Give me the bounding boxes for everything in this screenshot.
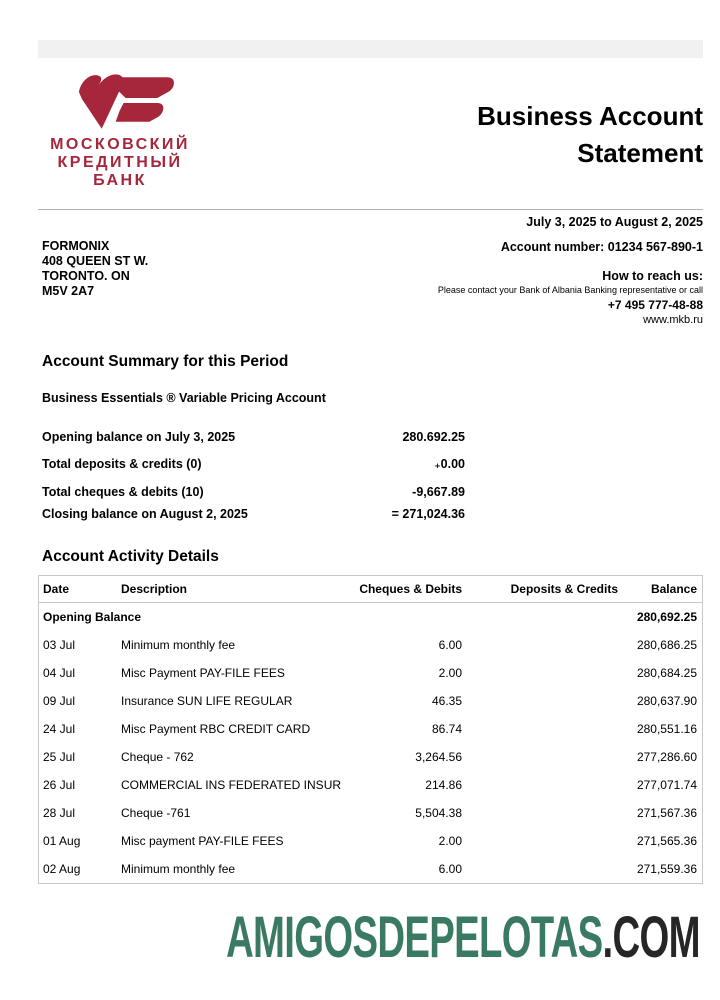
row-description: Minimum monthly fee — [121, 638, 236, 652]
summary-row — [42, 484, 465, 500]
customer-address-line3: M5V 2A7 — [42, 284, 95, 298]
summary-row — [42, 506, 465, 522]
document-title-line1: Business Account — [477, 101, 703, 131]
row-date: 03 Jul — [43, 638, 76, 652]
summary-row-label: Total cheques & debits (10) — [42, 485, 204, 499]
row-date: 02 Aug — [43, 862, 81, 876]
document-title — [477, 98, 703, 172]
column-header-description: Description — [121, 582, 188, 596]
summary-product: Business Essentials ® Variable Pricing Account — [42, 391, 326, 405]
bank-website: www.mkb.ru — [643, 314, 703, 326]
row-description: Misc Payment PAY-FILE FEES — [121, 666, 285, 680]
row-balance: 280,684.25 — [636, 666, 697, 680]
row-description: Misc payment PAY-FILE FEES — [121, 834, 284, 848]
table-row — [39, 743, 702, 771]
column-header-credits: Deposits & Credits — [510, 582, 618, 596]
row-debit: 86.74 — [431, 722, 462, 736]
row-date: 01 Aug — [43, 834, 81, 848]
activity-table-body — [39, 603, 702, 883]
table-row — [39, 799, 702, 827]
row-balance: 271,565.36 — [636, 834, 697, 848]
summary-row-label: Opening balance on July 3, 2025 — [42, 430, 236, 444]
table-row — [39, 631, 702, 659]
summary-row-label: Closing balance on August 2, 2025 — [42, 507, 248, 521]
row-debit: 3,264.56 — [415, 750, 462, 764]
customer-address-block — [42, 239, 148, 299]
bank-bird-icon — [72, 66, 186, 132]
customer-address-line1: 408 QUEEN ST W. — [42, 254, 149, 268]
table-row — [39, 771, 702, 799]
row-balance: 280,551.16 — [636, 722, 697, 736]
column-header-debits: Cheques & Debits — [359, 582, 462, 596]
summary-row-value: = 271,024.36 — [391, 507, 465, 521]
customer-address-line2: TORONTO. ON — [42, 269, 130, 283]
column-header-date: Date — [43, 582, 70, 596]
row-balance: 277,286.60 — [636, 750, 697, 764]
table-row — [39, 659, 702, 687]
document-title-line2: Statement — [577, 138, 703, 168]
activity-heading: Account Activity Details — [42, 548, 219, 565]
bank-name — [22, 136, 218, 190]
row-date: Opening Balance — [43, 610, 142, 624]
row-debit: 214.86 — [425, 778, 462, 792]
row-description: Insurance SUN LIFE REGULAR — [121, 694, 293, 708]
bank-logo — [72, 66, 186, 132]
row-date: 09 Jul — [43, 694, 76, 708]
row-description: Cheque - 762 — [121, 750, 194, 764]
summary-row-value: -9,667.89 — [412, 485, 465, 499]
row-debit: 5,504.38 — [415, 806, 462, 820]
row-debit: 6.00 — [438, 862, 462, 876]
bank-name-line3: БАНК — [93, 172, 147, 189]
row-debit: 2.00 — [438, 666, 462, 680]
reach-note: Please contact your Bank of Albania Banking representative or call — [437, 285, 703, 295]
statement-period: July 3, 2025 to August 2, 2025 — [526, 215, 703, 229]
row-balance: 280,637.90 — [636, 694, 697, 708]
row-description: COMMERCIAL INS FEDERATED INSUR — [121, 778, 342, 792]
row-date: 04 Jul — [43, 666, 76, 680]
summary-row — [42, 429, 465, 445]
column-header-balance: Balance — [650, 582, 697, 596]
row-balance: 280,686.25 — [636, 638, 697, 652]
top-gray-bar — [38, 40, 703, 58]
row-debit: 46.35 — [431, 694, 462, 708]
bank-phone: +7 495 777-48-88 — [607, 298, 703, 312]
row-balance: 271,567.36 — [636, 806, 697, 820]
row-balance: 277,071.74 — [636, 778, 697, 792]
row-debit: 2.00 — [438, 834, 462, 848]
row-date: 28 Jul — [43, 806, 76, 820]
watermark-main-text: AMIGOSDEPELOTAS — [226, 905, 603, 970]
summary-row-label: Total deposits & credits (0) — [42, 457, 202, 471]
header-divider — [38, 209, 703, 210]
summary-row — [42, 456, 465, 472]
activity-table-header — [39, 576, 702, 603]
row-description: Misc Payment RBC CREDIT CARD — [121, 722, 311, 736]
row-date: 25 Jul — [43, 750, 76, 764]
bank-name-line1: МОСКОВСКИЙ — [50, 136, 190, 153]
table-row — [39, 603, 702, 631]
table-row — [39, 687, 702, 715]
row-description: Minimum monthly fee — [121, 862, 236, 876]
table-row — [39, 715, 702, 743]
row-debit: 6.00 — [438, 638, 462, 652]
row-description: Cheque -761 — [121, 806, 191, 820]
summary-row-value: ₊0.00 — [434, 457, 465, 471]
contact-block — [438, 240, 703, 326]
summary-heading: Account Summary for this Period — [42, 353, 289, 370]
row-date: 26 Jul — [43, 778, 76, 792]
table-row — [39, 855, 702, 883]
row-date: 24 Jul — [43, 722, 76, 736]
activity-table — [38, 575, 703, 884]
reach-heading: How to reach us: — [602, 269, 703, 283]
watermark-suffix-text: .COM — [602, 905, 700, 970]
row-balance: 271,559.36 — [636, 862, 697, 876]
summary-row-value: 280.692.25 — [402, 430, 465, 444]
account-number: Account number: 01234 567-890-1 — [500, 240, 703, 254]
customer-name: FORMONIX — [42, 239, 110, 253]
watermark-logo — [226, 906, 700, 970]
summary-rows — [42, 429, 465, 522]
table-row — [39, 827, 702, 855]
row-balance: 280,692.25 — [636, 610, 697, 624]
bank-name-line2: КРЕДИТНЫЙ — [57, 154, 183, 171]
